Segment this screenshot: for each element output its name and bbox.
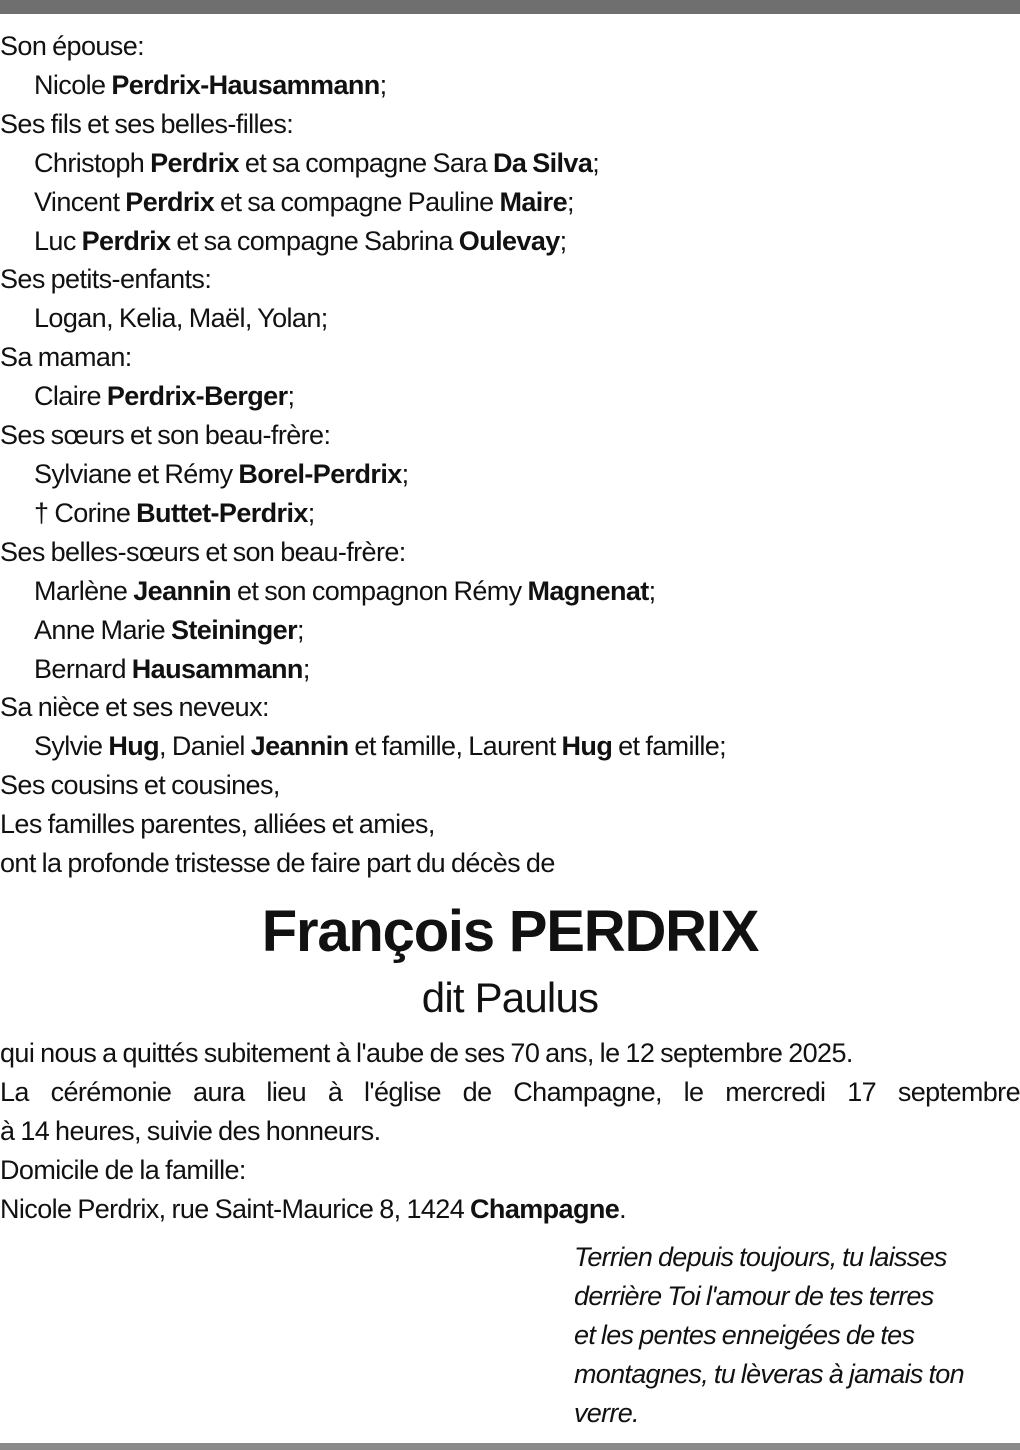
announcement-text: ; xyxy=(401,458,409,489)
announcement-text: Sa maman: xyxy=(0,342,132,373)
announcement-line xyxy=(0,66,1020,105)
announcement-text: † Corine xyxy=(34,497,137,528)
announcement-line xyxy=(0,144,1020,183)
announcement-line xyxy=(0,611,1020,650)
poem-line: montagnes, tu lèveras à jamais ton xyxy=(574,1359,964,1389)
announcement-text: ; xyxy=(302,653,310,684)
announcement-text: Logan, Kelia, Maël, Yolan; xyxy=(34,303,328,334)
poem-line: verre. xyxy=(574,1398,639,1428)
ceremony-line-2: à 14 heures, suivie des honneurs. xyxy=(0,1115,381,1146)
announcement-text: Sylviane et Rémy xyxy=(34,458,239,489)
announcement-line xyxy=(0,260,1020,299)
poem-line: Terrien depuis toujours, tu laisses xyxy=(574,1242,947,1272)
announcement-text: Son épouse: xyxy=(0,31,145,61)
family-name: Hug xyxy=(108,731,160,762)
family-name: Perdrix-Hausammann xyxy=(111,69,380,100)
family-name: Steininger xyxy=(170,614,298,645)
announcement-text: et son compagnon Rémy xyxy=(231,575,528,606)
announcement-text: ; xyxy=(559,225,567,256)
deceased-block xyxy=(0,890,1020,1022)
announcement-text: et famille, Laurent xyxy=(348,731,562,762)
announcement-text: Christoph xyxy=(34,147,151,178)
announcement-text: ont la profonde tristesse de faire part du décès de xyxy=(0,848,555,879)
deceased-name: François PERDRIX xyxy=(261,899,759,964)
family-name: Magnenat xyxy=(527,575,649,606)
address-town: Champagne xyxy=(470,1193,620,1224)
address-text: Nicole Perdrix, rue Saint-Maurice 8, 1424 xyxy=(0,1193,471,1224)
announcement-text: Luc xyxy=(34,225,82,256)
family-name: Jeannin xyxy=(250,731,349,762)
domicile-label: Domicile de la famille: xyxy=(0,1154,246,1185)
poem-line: derrière Toi l'amour de tes terres xyxy=(574,1281,934,1311)
poem-line: et les pentes enneigées de tes xyxy=(574,1320,915,1350)
announcement-text: Ses sœurs et son beau-frère: xyxy=(0,420,331,451)
passing-line: qui nous a quittés subitement à l'aube de ses 70 ans, le 12 septembre 2025. xyxy=(0,1038,853,1068)
announcement-text: Sylvie xyxy=(34,731,109,762)
announcement-text: ; xyxy=(307,497,315,528)
ceremony-line-1: La cérémonie aura lieu à l'église de Champagne, le mercredi 17 septembre xyxy=(0,1076,1020,1107)
announcement-text: Les familles parentes, alliées et amies, xyxy=(0,809,435,840)
announcement-text: Bernard xyxy=(34,653,132,684)
family-name: Perdrix xyxy=(125,186,215,217)
announcement-line xyxy=(0,533,1020,572)
announcement-line xyxy=(0,416,1020,455)
announcement-text: Nicole xyxy=(34,69,112,100)
announcement-text: ; xyxy=(287,381,295,412)
announcement-text: ; xyxy=(648,575,656,606)
deceased-nickname: dit Paulus xyxy=(421,974,599,1021)
announcement-text: ; xyxy=(567,186,574,217)
announcement-line xyxy=(0,805,1020,844)
announcement-text: et sa compagne Sabrina xyxy=(170,225,459,256)
address-end: . xyxy=(619,1193,627,1224)
announcement-line xyxy=(0,572,1020,611)
family-name: Perdrix xyxy=(150,147,239,178)
announcement-text: Sa nièce et ses neveux: xyxy=(0,692,269,723)
announcement-text: Vincent xyxy=(34,186,126,217)
funeral-details xyxy=(0,1034,1020,1229)
family-name: Borel-Perdrix xyxy=(238,458,402,489)
family-name: Perdrix-Berger xyxy=(106,381,288,412)
announcement-text: Ses belles-sœurs et son beau-frère: xyxy=(0,536,406,567)
family-name: Da Silva xyxy=(492,147,593,178)
announcement-text: Ses fils et ses belles-filles: xyxy=(0,108,294,139)
family-name: Buttet-Perdrix xyxy=(136,497,308,528)
family-address xyxy=(0,1190,1020,1229)
top-rule xyxy=(0,0,1020,14)
family-name: Perdrix xyxy=(81,225,171,256)
announcement-line xyxy=(0,766,1020,805)
announcement-line xyxy=(0,183,1020,222)
family-name: Jeannin xyxy=(133,575,232,606)
announcement-line xyxy=(0,299,1020,338)
announcement-line xyxy=(0,105,1020,144)
announcement-line xyxy=(0,27,1020,66)
announcement-text: Ses cousins et cousines, xyxy=(0,770,280,801)
announcement-text: Marlène xyxy=(34,575,134,606)
announcement-text: , Daniel xyxy=(159,731,251,762)
announcement-text: et famille; xyxy=(612,731,727,762)
announcement-text: ; xyxy=(379,69,387,100)
family-name: Oulevay xyxy=(458,225,560,256)
announcement-text: et sa compagne Pauline xyxy=(214,186,500,217)
family-name: Maire xyxy=(499,186,567,217)
announcement-line xyxy=(0,844,1020,883)
announcement-text: et sa compagne Sara xyxy=(238,147,493,178)
announcement-text: ; xyxy=(297,614,304,645)
announcement-line xyxy=(0,494,1020,533)
announcement-line xyxy=(0,688,1020,727)
announcement-text: Anne Marie xyxy=(34,614,171,645)
announcement-line xyxy=(0,650,1020,689)
announcement-line xyxy=(0,455,1020,494)
announcement-line xyxy=(0,377,1020,416)
family-name: Hausammann xyxy=(131,653,303,684)
announcement-text: Ses petits-enfants: xyxy=(0,264,212,295)
bottom-rule xyxy=(0,1443,1020,1450)
memorial-poem xyxy=(574,1238,1020,1433)
family-name: Hug xyxy=(561,731,613,762)
announcement-text: Claire xyxy=(34,381,107,412)
announcement-line xyxy=(0,727,1020,766)
announcement-line xyxy=(0,338,1020,377)
announcement-text: ; xyxy=(592,147,600,178)
family-announcement xyxy=(0,27,1020,883)
announcement-line xyxy=(0,222,1020,261)
